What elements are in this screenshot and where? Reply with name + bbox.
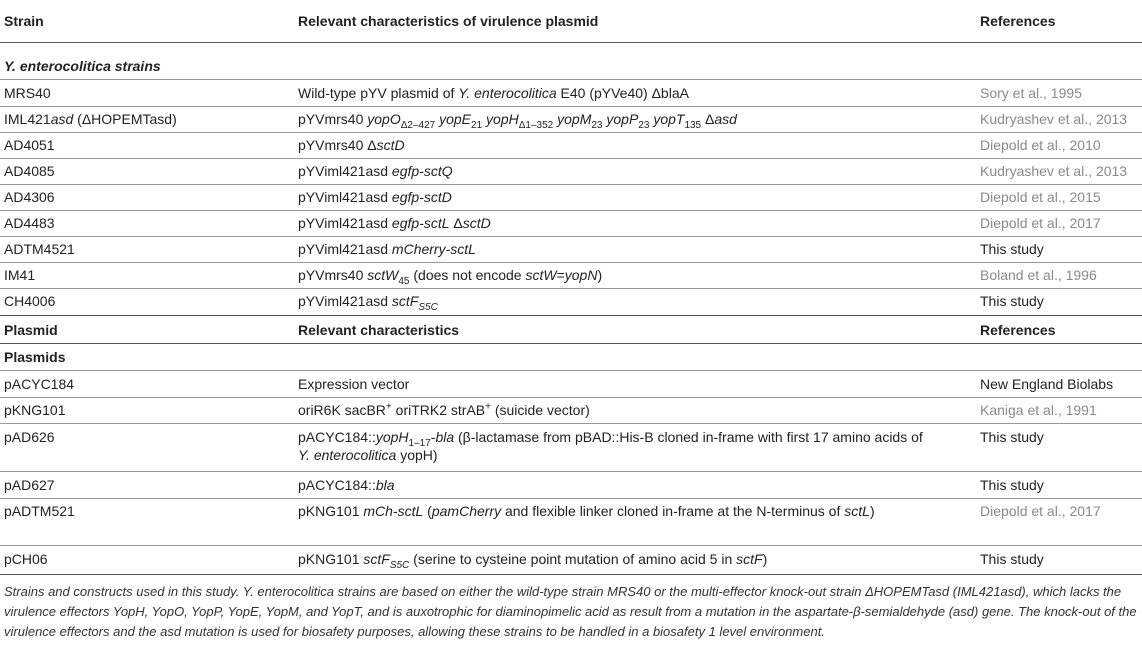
table-row [0,288,1142,314]
header-strain: Strain [4,13,44,29]
plasmid-name: pADTM521 [4,503,75,519]
strain-reference: Diepold et al., 2017 [980,215,1101,231]
table-row [0,546,1142,572]
strain-reference: This study [980,241,1044,257]
header-characteristics: Relevant characteristics of virulence plasmid [298,13,599,29]
plasmid-characteristics: pACYC184::yopH$_{1-17}$-bla (β-lactamase from pBAD::His-B cloned in-frame with first 17 amino acids of Y. enterocolitica yopH) [298,429,923,463]
strain-reference: This study [980,293,1044,309]
plasmid-reference: This study [980,477,1044,493]
plasmid-characteristics: Expression vector [298,376,410,392]
strain-characteristics: pYViml421asd egfp-sctD [298,189,452,205]
plasmid-name: pACYC184 [4,376,75,392]
table-row [0,132,1142,158]
plasmid-name: pAD627 [4,477,55,493]
table-row [0,236,1142,262]
strain-name: AD4085 [4,163,55,179]
strain-characteristics: pYViml421asd mCherry-sctL [298,241,476,257]
strain-characteristics: pYVmrs40 ΔsctD [298,137,405,153]
header-divider [0,42,1142,43]
strain-reference: Boland et al., 1996 [980,267,1097,283]
strain-name: AD4051 [4,137,55,153]
plasmid-characteristics: pKNG101 mCh-sctL (pamCherry and flexible linker cloned in-frame at the N-terminus of sctL) [298,503,875,519]
strain-reference: Diepold et al., 2015 [980,189,1101,205]
table-row [0,80,1142,106]
table-caption: Strains and constructs used in this study. Y. enterocolitica strains are based on either the wild-type strain MRS40 or the multi-effector knock-out strain ΔHOPEMTasd (IML421asd), which lacks the virulence effectors YopH, YopO, YopP, YopE, YopM, and YopT, and is auxotrophic for diaminopimelic acid as result from a mutation in the aspartate-β-semialdehyde (asd) gene. The knock-out of the virulence effectors and the asd mutation is used for biosafety purposes, allowing these strains to be handled in a biosafety 1 level environment. [4,584,1137,639]
plasmid-name: pCH06 [4,551,48,567]
strain-reference: Sory et al., 1995 [980,85,1082,101]
header-characteristics: Relevant characteristics [298,322,460,338]
section-title-strains [0,53,1142,79]
section-plasmids-label: Plasmids [4,349,66,365]
plasmid-reference: New England Biolabs [980,376,1114,392]
section-strains-label: Y. enterocolitica strains [4,58,161,74]
plasmid-name: pAD626 [4,429,55,445]
strain-characteristics: pYViml421asd egfp-sctL ΔsctD [298,215,491,231]
table-header-plasmids [0,317,1142,343]
strain-name: ADTM4521 [4,241,75,257]
table-row [0,106,1142,132]
strain-name: AD4483 [4,215,55,231]
strain-name: AD4306 [4,189,55,205]
table-row [0,397,1142,423]
strain-reference: Kudryashev et al., 2013 [980,163,1128,179]
header-references: References [980,13,1056,29]
strain-characteristics: pYViml421asd sctF$_{S5C}$ [298,293,438,313]
header-plasmid: Plasmid [4,322,58,338]
plasmid-reference: This study [980,551,1044,567]
table-row [0,184,1142,210]
section-title-plasmids [0,344,1142,370]
plasmid-characteristics: pACYC184::bla [298,477,395,493]
plasmid-reference: Diepold et al., 2017 [980,503,1101,519]
table-row [0,498,1142,542]
table-row [0,210,1142,236]
strain-name: IM41 [4,267,36,283]
plasmid-reference: Kaniga et al., 1991 [980,402,1097,418]
strain-reference: Kudryashev et al., 2013 [980,111,1128,127]
table-bottom-rule [0,574,1142,575]
strain-name: IML421asd (ΔHOPEMTasd) [4,111,177,127]
strain-name: MRS40 [4,85,51,101]
strain-characteristics: pYViml421asd egfp-sctQ [298,163,453,179]
plasmid-reference: This study [980,429,1044,445]
header-references: References [980,322,1056,338]
plasmid-characteristics: pKNG101 sctF$_{S5C}$ (serine to cysteine point mutation of amino acid 5 in sctF) [298,551,768,571]
strain-name: CH4006 [4,293,56,309]
table-row [0,262,1142,288]
strain-characteristics: pYVmrs40 sctW$_{45}$ (does not encode sctW=yopN) [298,267,603,287]
strain-reference: Diepold et al., 2010 [980,137,1101,153]
plasmid-characteristics: oriR6K sacBR+ oriTRK2 strAB+ (suicide vector) [298,401,590,418]
table-row [0,424,1142,468]
plasmid-name: pKNG101 [4,402,66,418]
table-row [0,472,1142,498]
strain-characteristics: Wild-type pYV plasmid of Y. enterocolitica E40 (pYVe40) ΔblaA [298,85,689,101]
strain-characteristics: pYVmrs40 yopO$_{\Delta 2-427}$ yopE$_{21}$ yopH$_{\Delta 1-352}$ yopM$_{23}$ yopP$_{23}$ yopT$_{135}$ Δasd [298,111,737,131]
table-header-strains [0,8,1142,34]
table-row [0,158,1142,184]
section-divider [0,315,1142,316]
table-row [0,371,1142,397]
